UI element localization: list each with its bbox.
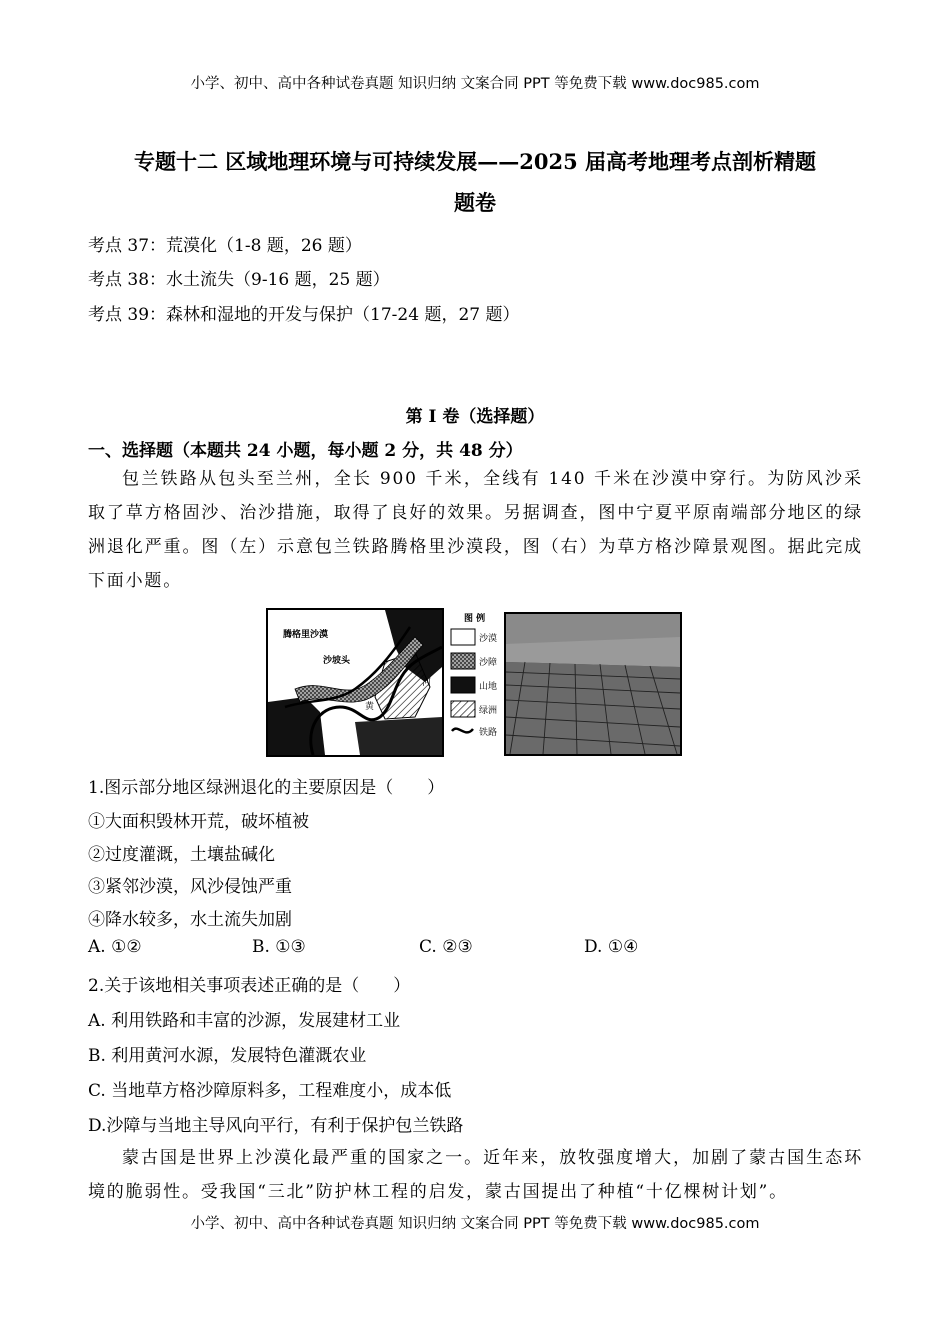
kaodian-39: 考点 39：森林和湿地的开发与保护（17-24 题，27 题） — [88, 305, 520, 325]
part-title: 一、选择题（本题共 24 小题，每小题 2 分，共 48 分） — [88, 441, 523, 461]
label-he: 河 — [422, 678, 432, 688]
passage-1: 包兰铁路从包头至兰州，全长 900 千米，全线有 140 千米在沙漠中穿行。为防风沙采取了草方格固沙、治沙措施，取得了良好的效果。另据调查，图中宁夏平原南端部分地区的绿洲退化严重。图（左）示意包兰铁路腾格里沙漠段，图（右）为草方格沙障景观图。据此完成下面小题。 — [88, 469, 863, 591]
photo-straw-checkerboard — [505, 613, 681, 755]
legend-railway: 铁路 — [479, 728, 498, 738]
q1-option-a[interactable]: A. ①② — [88, 937, 142, 957]
legend-mountain: 山地 — [479, 682, 498, 692]
q1-item-4: ④降水较多，水土流失加剧 — [88, 910, 292, 930]
legend-swatch-oasis — [451, 701, 475, 717]
legend-barrier: 沙障 — [479, 658, 498, 668]
mountain-area-3 — [355, 717, 442, 755]
map-figure — [265, 607, 685, 759]
q1-item-1: ①大面积毁林开荒，破坏植被 — [88, 812, 309, 832]
q2-stem: 2.关于该地相关事项表述正确的是（ ） — [88, 976, 411, 996]
passage-2: 蒙古国是世界上沙漠化最严重的国家之一。近年来，放牧强度增大，加剧了蒙古国生态环境的脆弱性。受我国“三北”防护林工程的启发，蒙古国提出了种植“十亿棵树计划”。 — [88, 1148, 863, 1202]
kaodian-38: 考点 38：水土流失（9-16 题，25 题） — [88, 270, 390, 290]
legend-title: 图 例 — [464, 614, 486, 624]
q2-option-c[interactable]: C. 当地草方格沙障原料多，工程难度小，成本低 — [88, 1081, 452, 1101]
q1-option-c[interactable]: C. ②③ — [419, 937, 473, 957]
figure — [265, 607, 685, 763]
kaodian-37: 考点 37：荒漠化（1-8 题，26 题） — [88, 236, 362, 256]
legend-swatch-railway — [452, 729, 473, 733]
q1-option-b[interactable]: B. ①③ — [252, 937, 306, 957]
legend-desert: 沙漠 — [479, 634, 498, 644]
label-shapotou: 沙坡头 — [323, 656, 351, 666]
label-tengger-desert: 腾格里沙漠 — [283, 630, 329, 640]
page-footer: 小学、初中、高中各种试卷真题 知识归纳 文案合同 PPT 等免费下载 www.doc985.com — [190, 1216, 760, 1232]
legend-swatch-mountain — [451, 677, 475, 693]
q1-item-2: ②过度灌溉，土壤盐碱化 — [88, 845, 275, 865]
page-title: 专题十二 区域地理环境与可持续发展——2025 届高考地理考点剖析精题 — [133, 149, 817, 174]
section-title: 第 I 卷（选择题） — [405, 407, 545, 427]
page-title-line2: 题卷 — [454, 190, 496, 215]
q2-option-a[interactable]: A. 利用铁路和丰富的沙源，发展建材工业 — [88, 1011, 401, 1031]
legend-oasis: 绿洲 — [479, 706, 498, 716]
q2-option-d[interactable]: D.沙障与当地主导风向平行，有利于保护包兰铁路 — [88, 1116, 464, 1136]
legend-swatch-barrier — [451, 653, 475, 669]
page-header: 小学、初中、高中各种试卷真题 知识归纳 文案合同 PPT 等免费下载 www.doc985.com — [190, 76, 760, 92]
q1-stem: 1.图示部分地区绿洲退化的主要原因是（ ） — [88, 778, 445, 798]
q2-option-b[interactable]: B. 利用黄河水源，发展特色灌溉农业 — [88, 1046, 367, 1066]
q1-option-d[interactable]: D. ①④ — [584, 937, 639, 957]
q1-item-3: ③紧邻沙漠，风沙侵蚀严重 — [88, 877, 292, 897]
legend-swatch-desert — [451, 629, 475, 645]
label-huang: 黄 — [365, 702, 375, 712]
